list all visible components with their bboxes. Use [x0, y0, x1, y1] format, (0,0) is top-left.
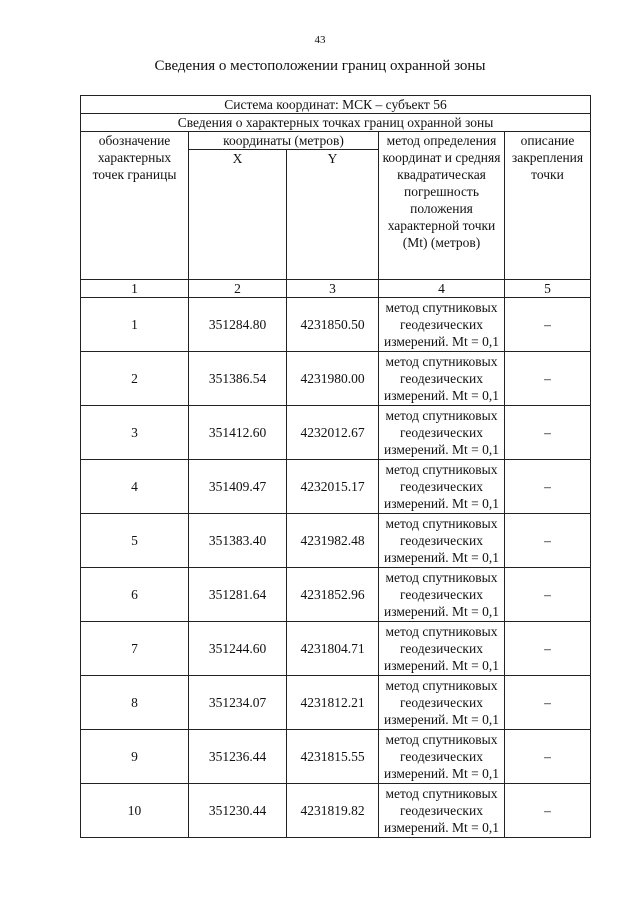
table-row — [81, 406, 591, 460]
method-cell: метод спутниковых геодезических измерений. Mt = 0,1 — [379, 730, 505, 784]
coordinate-y: 4231980.00 — [287, 352, 379, 406]
coordinate-y: 4232015.17 — [287, 460, 379, 514]
table-row — [81, 514, 591, 568]
column-header-method: метод определения координат и средняя квадратическая погрешность положения характерной точки (Mt) (метров) — [379, 132, 505, 280]
column-header-point: обозначение характерных точек границы — [81, 132, 189, 280]
point-number: 5 — [81, 514, 189, 568]
table-row — [81, 784, 591, 838]
column-number: 4 — [379, 280, 505, 298]
point-number: 10 — [81, 784, 189, 838]
coordinates-table — [80, 95, 591, 838]
table-row — [81, 352, 591, 406]
description-cell: – — [505, 622, 591, 676]
point-number: 9 — [81, 730, 189, 784]
description-cell: – — [505, 460, 591, 514]
coordinate-system-header: Система координат: МСК – субъект 56 — [81, 96, 591, 114]
coordinate-y: 4231982.48 — [287, 514, 379, 568]
column-header-x: X — [189, 150, 287, 280]
table-row — [81, 568, 591, 622]
description-cell: – — [505, 406, 591, 460]
coordinate-y: 4231804.71 — [287, 622, 379, 676]
description-cell: – — [505, 676, 591, 730]
method-cell: метод спутниковых геодезических измерений. Mt = 0,1 — [379, 352, 505, 406]
coordinate-y: 4231850.50 — [287, 298, 379, 352]
table-row — [81, 298, 591, 352]
description-cell: – — [505, 568, 591, 622]
point-number: 3 — [81, 406, 189, 460]
column-number: 2 — [189, 280, 287, 298]
section-header: Сведения о характерных точках границ охранной зоны — [81, 114, 591, 132]
column-header-description: описание закрепления точки — [505, 132, 591, 280]
coordinate-y: 4232012.67 — [287, 406, 379, 460]
description-cell: – — [505, 784, 591, 838]
point-number: 8 — [81, 676, 189, 730]
point-number: 1 — [81, 298, 189, 352]
method-cell: метод спутниковых геодезических измерений. Mt = 0,1 — [379, 784, 505, 838]
method-cell: метод спутниковых геодезических измерений. Mt = 0,1 — [379, 406, 505, 460]
point-number: 7 — [81, 622, 189, 676]
column-number: 1 — [81, 280, 189, 298]
column-header-y: Y — [287, 150, 379, 280]
description-cell: – — [505, 514, 591, 568]
coordinate-x: 351230.44 — [189, 784, 287, 838]
description-cell: – — [505, 352, 591, 406]
column-number: 3 — [287, 280, 379, 298]
coordinate-x: 351244.60 — [189, 622, 287, 676]
coordinate-x: 351386.54 — [189, 352, 287, 406]
coordinate-x: 351234.07 — [189, 676, 287, 730]
column-number: 5 — [505, 280, 591, 298]
coordinate-y: 4231815.55 — [287, 730, 379, 784]
method-cell: метод спутниковых геодезических измерений. Mt = 0,1 — [379, 568, 505, 622]
method-cell: метод спутниковых геодезических измерений. Mt = 0,1 — [379, 298, 505, 352]
coordinate-y: 4231819.82 — [287, 784, 379, 838]
point-number: 4 — [81, 460, 189, 514]
point-number: 6 — [81, 568, 189, 622]
coordinate-y: 4231812.21 — [287, 676, 379, 730]
table-row — [81, 676, 591, 730]
description-cell: – — [505, 730, 591, 784]
coordinate-y: 4231852.96 — [287, 568, 379, 622]
table-row — [81, 460, 591, 514]
coordinate-x: 351281.64 — [189, 568, 287, 622]
coordinate-x: 351412.60 — [189, 406, 287, 460]
coordinate-x: 351284.80 — [189, 298, 287, 352]
point-number: 2 — [81, 352, 189, 406]
method-cell: метод спутниковых геодезических измерений. Mt = 0,1 — [379, 514, 505, 568]
description-cell: – — [505, 298, 591, 352]
coordinate-x: 351409.47 — [189, 460, 287, 514]
column-header-coordinates: координаты (метров) — [189, 132, 379, 150]
table-row — [81, 730, 591, 784]
table-row — [81, 622, 591, 676]
method-cell: метод спутниковых геодезических измерений. Mt = 0,1 — [379, 460, 505, 514]
coordinate-x: 351236.44 — [189, 730, 287, 784]
method-cell: метод спутниковых геодезических измерений. Mt = 0,1 — [379, 676, 505, 730]
method-cell: метод спутниковых геодезических измерений. Mt = 0,1 — [379, 622, 505, 676]
coordinate-x: 351383.40 — [189, 514, 287, 568]
document-title: Сведения о местоположении границ охранной зоны — [154, 58, 486, 74]
page-number: 43 — [314, 34, 326, 46]
